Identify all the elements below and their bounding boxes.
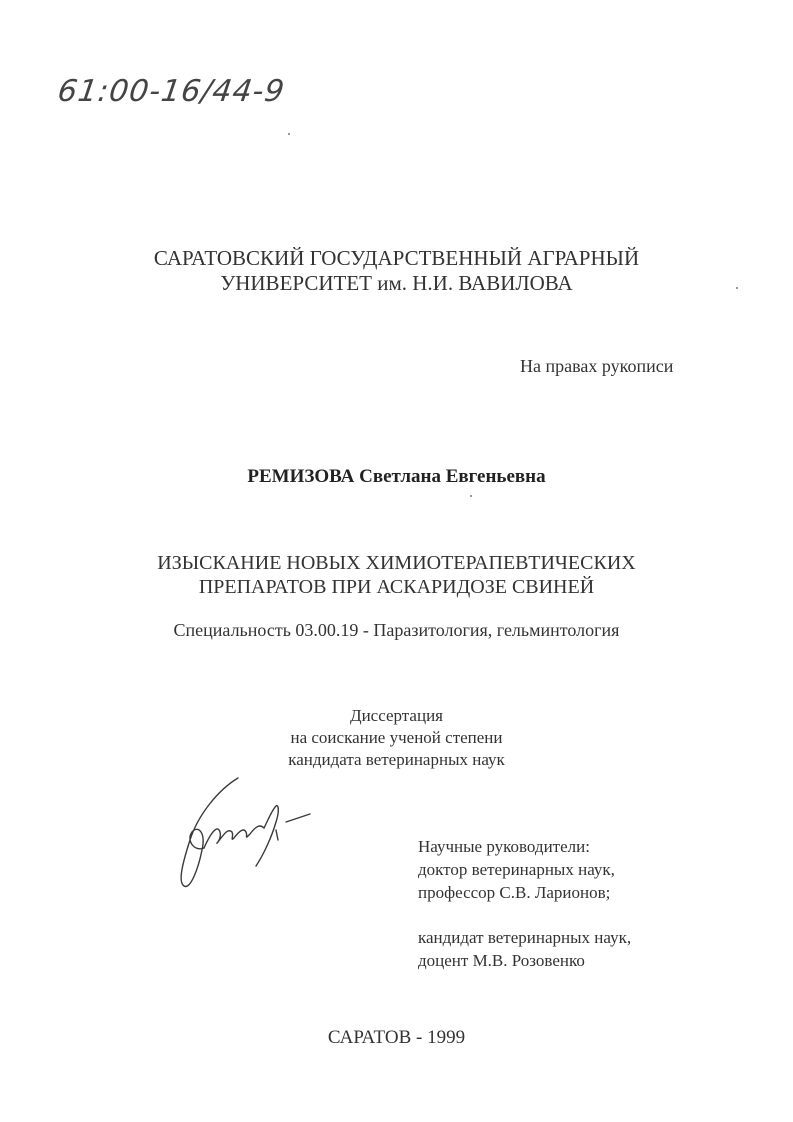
city-year: САРАТОВ - 1999 — [327, 1027, 466, 1048]
scan-speck — [470, 495, 472, 497]
scan-speck — [288, 133, 290, 135]
handwritten-signature-icon — [168, 770, 328, 900]
dissertation-title — [0, 551, 793, 599]
university-name — [0, 246, 793, 296]
university-line-2: УНИВЕРСИТЕТ им. Н.И. ВАВИЛОВА — [220, 271, 573, 295]
supervisors-heading: Научные руководители: — [418, 837, 590, 856]
thesis-line-2: на соискание ученой степени — [290, 728, 503, 747]
author-surname: РЕМИЗОВА — [247, 466, 355, 487]
manuscript-note: На правах рукописи — [520, 356, 674, 376]
thesis-description — [0, 705, 793, 771]
supervisor-1-degree: доктор ветеринарных наук, — [418, 860, 615, 879]
supervisor-1-name: профессор С.В. Ларионов; — [418, 883, 611, 902]
author-given-names: Светлана Евгеньевна — [359, 466, 546, 487]
author-name — [0, 466, 793, 488]
supervisors-block — [418, 835, 631, 972]
university-line-1: САРАТОВСКИЙ ГОСУДАРСТВЕННЫЙ АГРАРНЫЙ — [153, 246, 640, 270]
catalog-number: 61:00-16/44-9 — [55, 74, 288, 109]
specialty-line: Специальность 03.00.19 - Паразитология, гельминтология — [173, 620, 620, 640]
title-line-2: ПРЕПАРАТОВ ПРИ АСКАРИДОЗЕ СВИНЕЙ — [198, 576, 595, 598]
scan-speck — [736, 287, 738, 289]
thesis-line-3: кандидата ветеринарных наук — [288, 750, 505, 769]
supervisor-2-degree: кандидат ветеринарных наук, — [418, 928, 632, 947]
thesis-line-1: Диссертация — [349, 706, 443, 725]
supervisor-2-name: доцент М.В. Розовенко — [418, 951, 585, 970]
title-line-1: ИЗЫСКАНИЕ НОВЫХ ХИМИОТЕРАПЕВТИЧЕСКИХ — [157, 552, 636, 574]
